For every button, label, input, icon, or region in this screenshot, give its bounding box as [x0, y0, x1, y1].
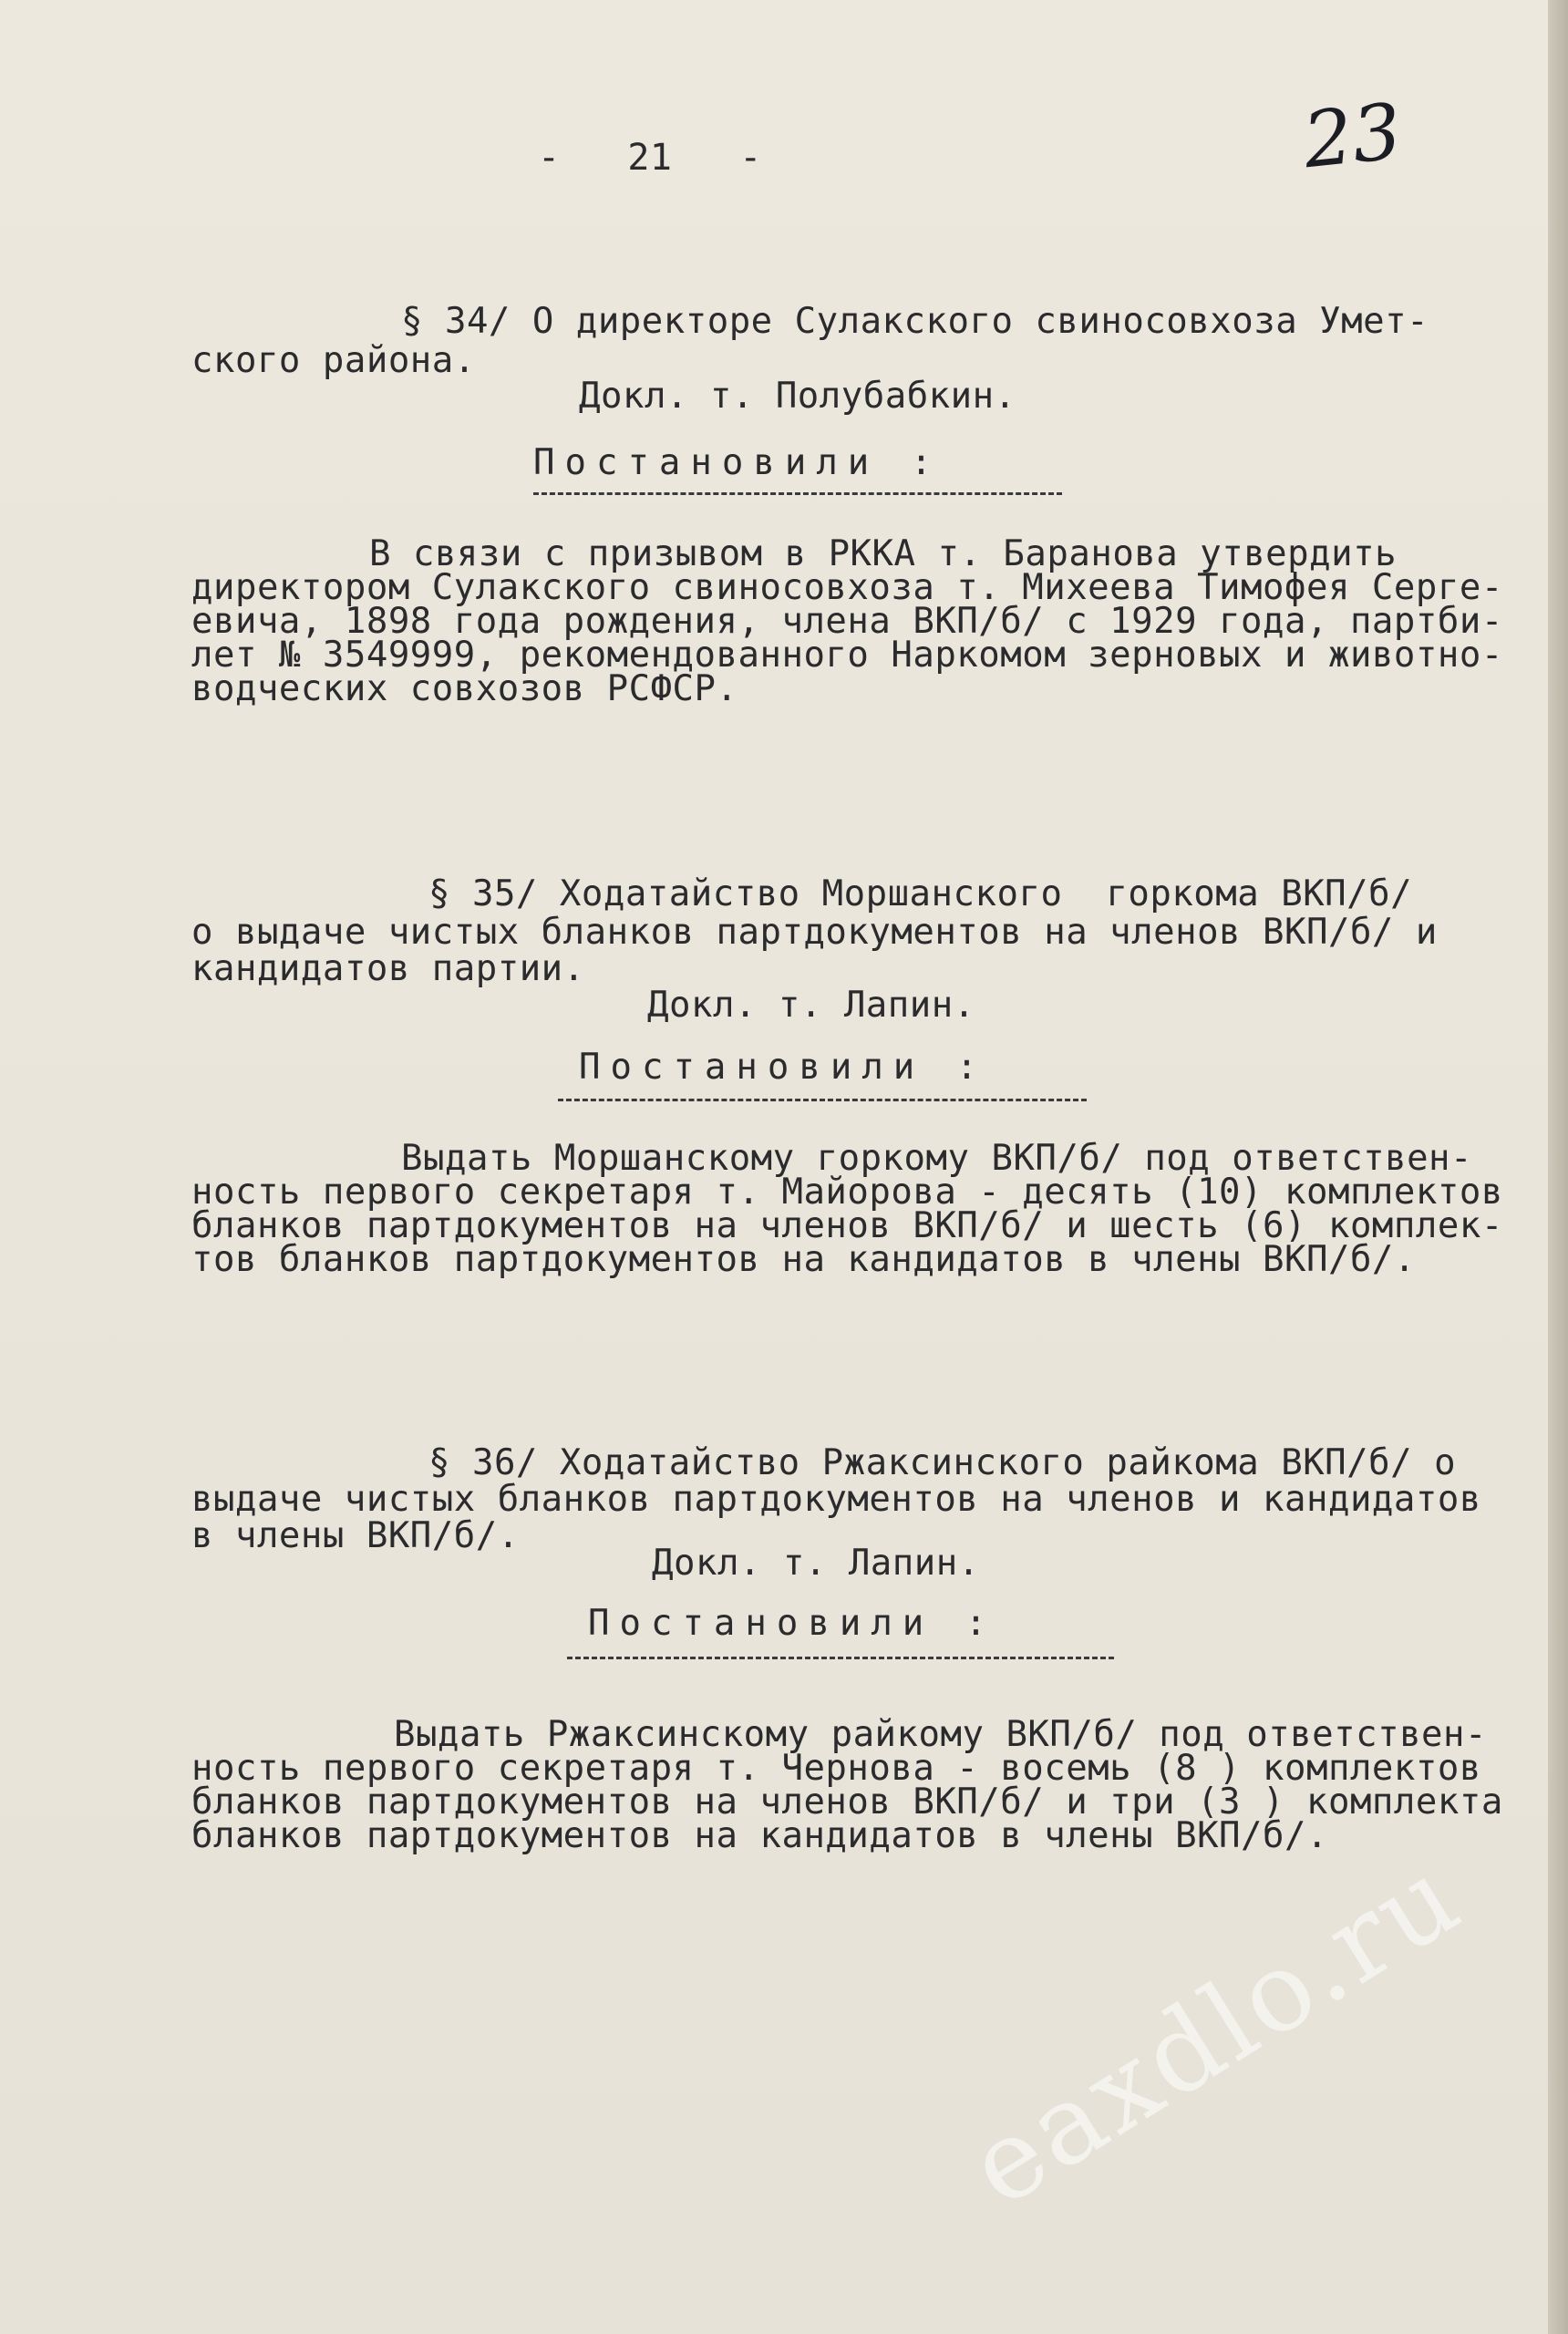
section-34-title-line-1: § 34/ О директоре Сулакского свиносовхоза Умет- [401, 301, 1429, 342]
section-36-body-line-1: Выдать Ржаксинскому райкому ВКП/б/ под ответствен- [394, 1714, 1487, 1755]
section-34-body-line-5: водческих совхозов РСФСР. [191, 668, 738, 709]
section-35-decided-label: Постановили : [579, 1047, 988, 1088]
section-35-body-line-4: тов бланков партдокументов на кандидатов в члены ВКП/б/. [191, 1239, 1416, 1280]
section-36-title-line-2: выдаче чистых бланков партдокументов на членов и кандидатов [191, 1479, 1481, 1520]
section-34-speaker: Докл. т. Полубабкин. [579, 376, 1016, 417]
section-36-body-line-2: ность первого секретаря т. Чернова - восемь (8 ) комплектов [191, 1748, 1481, 1789]
page-number: - 21 - [538, 137, 762, 179]
section-36-decided-label: Постановили : [588, 1603, 997, 1644]
section-36-body-line-4: бланков партдокументов на кандидатов в члены ВКП/б/. [191, 1815, 1328, 1856]
section-34-body-line-2: директором Сулакского свиносовхоза т. Михеева Тимофея Серге- [191, 567, 1503, 608]
section-35-speaker: Докл. т. Лапин. [647, 985, 975, 1026]
page-edge [1548, 0, 1568, 2334]
section-34-underline [533, 492, 1062, 495]
section-36-title-line-1: § 36/ Ходатайство Ржаксинского райкома ВКП/б/ о [428, 1442, 1457, 1483]
section-34-body-line-1: В связи с призывом в РККА т. Баранова утвердить [369, 533, 1398, 574]
archive-page-number: 23 [1299, 86, 1406, 186]
section-35-body-line-3: бланков партдокументов на членов ВКП/б/ и шесть (6) комплек- [191, 1205, 1503, 1246]
section-35-title-line-1: § 35/ Ходатайство Моршанского горкома ВКП/б/ [428, 873, 1413, 914]
section-35-title-line-3: кандидатов партии. [191, 948, 585, 989]
section-36-underline [567, 1657, 1114, 1659]
section-34-decided-label: Постановили : [533, 442, 943, 483]
watermark: eaxdlo.ru [948, 1832, 1483, 2232]
section-36-speaker: Докл. т. Лапин. [652, 1543, 980, 1584]
section-35-underline [558, 1099, 1087, 1101]
section-34-body-line-3: евича, 1898 года рождения, члена ВКП/б/ с 1929 года, партби- [191, 601, 1503, 642]
section-35-body-line-2: ность первого секретаря т. Майорова - десять (10) комплектов [191, 1172, 1503, 1213]
section-34-title-line-2: ского района. [191, 340, 476, 381]
section-36-title-line-3: в члены ВКП/б/. [191, 1515, 520, 1556]
section-36-body-line-3: бланков партдокументов на членов ВКП/б/ и три (3 ) комплекта [191, 1781, 1503, 1823]
section-34-body-line-4: лет № 3549999, рекомендованного Наркомом зерновых и животно- [191, 635, 1503, 676]
section-35-title-line-2: о выдаче чистых бланков партдокументов на членов ВКП/б/ и [191, 912, 1438, 953]
section-35-body-line-1: Выдать Моршанскому горкому ВКП/б/ под ответствен- [401, 1138, 1473, 1179]
